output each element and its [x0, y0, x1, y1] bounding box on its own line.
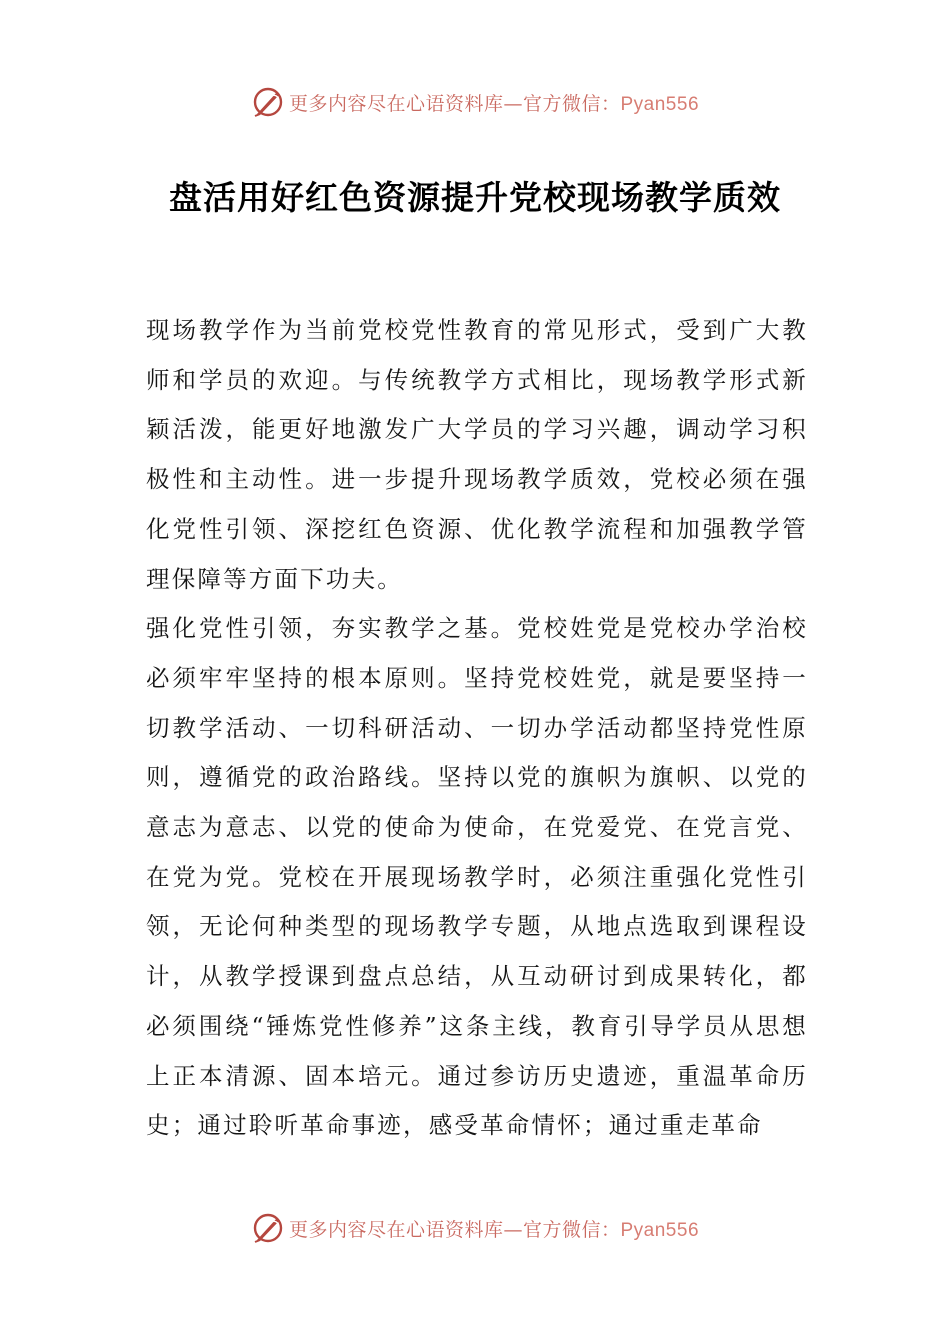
paragraph-party-guidance: 强化党性引领，夯实教学之基。党校姓党是党校办学治校必须牢牢坚持的根本原则。坚持党校姓党，就是要坚持一切教学活动、一切科研活动、一切办学活动都坚持党性原则，遵循党的政治路线。坚持以党的旗帜为旗帜、以党的意志为意志、以党的使命为使命，在党爱党、在党言党、在党为党。党校在开展现场教学时，必须注重强化党性引领，无论何种类型的现场教学专题，从地点选取到课程设计，从教学授课到盘点总结，从互动研讨到成果转化，都必须围绕“锤炼党性修养”这条主线，教育引导学员从思想上正本清源、固本培元。通过参访历史遗迹，重温革命历史；通过聆听革命事迹，感受革命情怀；通过重走革命 — [146, 614, 808, 1140]
wechat-handle: Pyan556 — [620, 1219, 700, 1241]
paragraph-intro: 现场教学作为当前党校党性教育的常见形式，受到广大教师和学员的欢迎。与传统教学方式相比，现场教学形式新颖活泼，能更好地激发广大学员的学习兴趣，调动学习积极性和主动性。进一步提升现场教学质效，党校必须在强化党性引领、深挖红色资源、优化教学流程和加强教学管理保障等方面下功夫。 — [146, 316, 808, 593]
document-title: 盘活用好红色资源提升党校现场教学质效 — [169, 178, 781, 217]
quill-logo-icon — [251, 85, 285, 119]
wechat-handle: Pyan556 — [620, 93, 700, 115]
watermark-text: 更多内容尽在心语资料库—官方微信：Pyan556 — [288, 1218, 700, 1241]
footer-watermark-banner — [0, 1208, 950, 1248]
quill-logo-icon — [251, 1211, 285, 1245]
header-watermark-banner — [0, 82, 950, 122]
watermark-text: 更多内容尽在心语资料库—官方微信：Pyan556 — [288, 92, 700, 115]
document-body — [146, 306, 808, 1151]
